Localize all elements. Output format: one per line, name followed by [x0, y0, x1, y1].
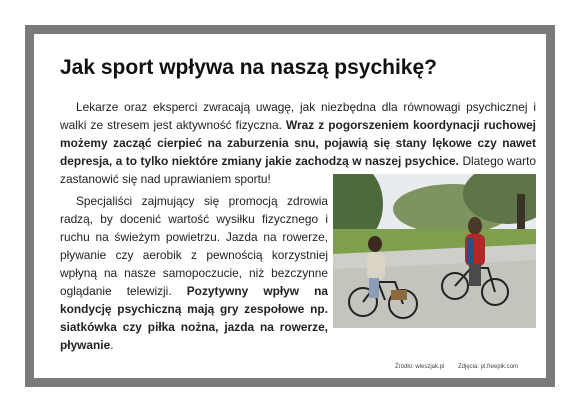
photo-credit: Zdjęcia: pl.freepik.com	[458, 364, 519, 370]
page-frame	[25, 25, 555, 387]
article-card	[34, 34, 546, 378]
page-title: Jak sport wpływa na naszą psychikę?	[60, 56, 437, 79]
cyclists-illustration	[333, 174, 536, 328]
cyclists-photo	[333, 174, 536, 328]
source-credit: Źródło: wieszjak.pl	[395, 364, 445, 370]
intro-text: Lekarze oraz eksperci zwracają uwagę, jak niezbędna dla równowagi psychicznej i walki ze stresem jest aktywność fizyczna.	[60, 100, 536, 132]
intro-bold-text: Wraz z pogorszeniem koordynacji ruchowej możemy zacząć cierpieć na zaburzenia snu, pojawią się stany lękowe czy nawet depresja, a to tylko niektóre zmiany jakie zachodzą w naszej psychice.	[60, 118, 536, 168]
second-text-end: .	[110, 338, 114, 352]
intro-text-end: Dlatego warto zastanowić się nad uprawianiem sportu!	[60, 154, 536, 186]
second-text: Specjaliści zajmujący się promocją zdrowia radzą, by docenić wartość wysiłku fizycznego i ruchu na świeżym powietrzu. Jazda na rowerze, pływanie czy aerobik z pewnością korzystniej wpłyną na nasze samopoczucie, niż bezczynne oglądanie telewizji.	[60, 194, 328, 298]
second-paragraph	[60, 192, 328, 354]
second-bold-text: Pozytywny wpływ na kondycję psychiczną mają gry zespołowe np. siatkówka czy piłka nożna, jazda na rowerze, pływanie	[60, 284, 328, 352]
